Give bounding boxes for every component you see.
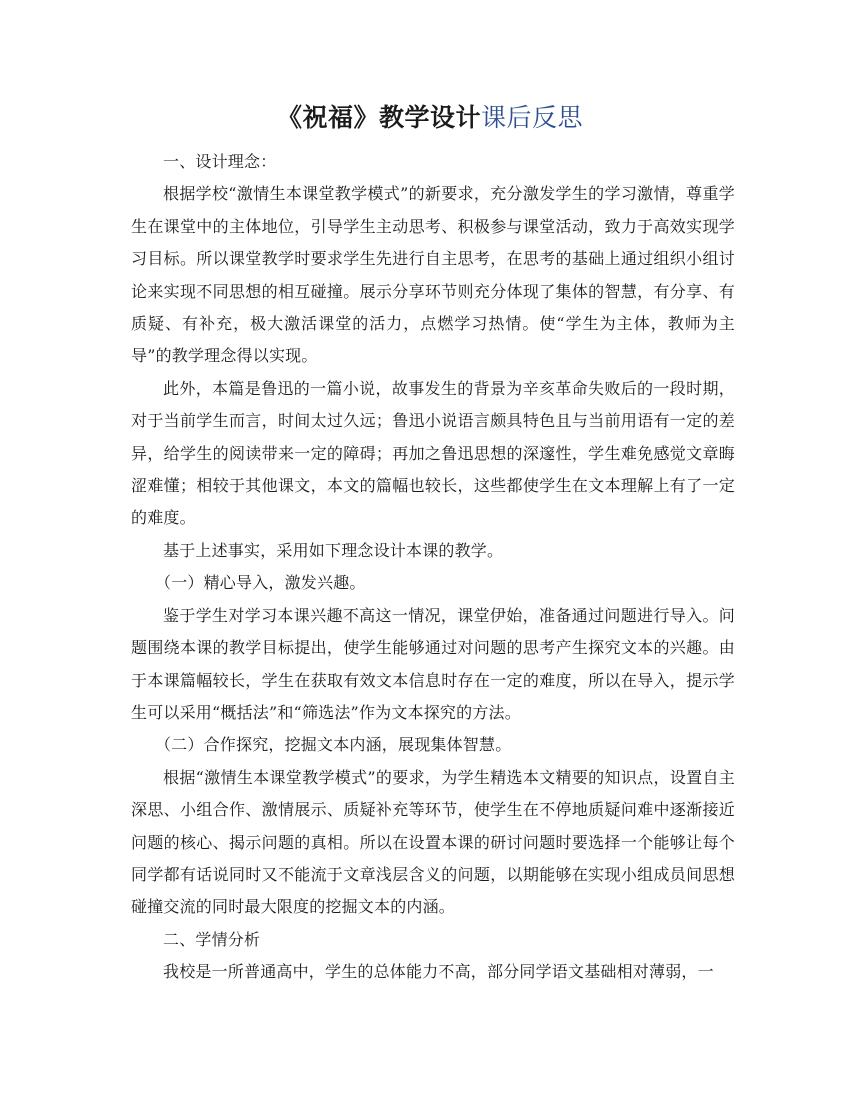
paragraph: 根据“激情生本课堂教学模式”的要求，为学生精选本文精要的知识点，设置自主深思、小组合作、激情展示、质疑补充等环节，使学生在不停地质疑问难中逐渐接近问题的核心、揭示问题的真相。所以在设置本课的研讨问题时要选择一个能够让每个同学都有话说同时又不能流于文章浅层含义的问题，以期能够在实现小组成员间思想碰撞交流的同时最大限度的挖掘文本的内涵。 — [131, 767, 735, 917]
paragraph: 根据学校“激情生本课堂教学模式”的新要求，充分激发学生的学习激情，尊重学生在课堂中的主体地位，引导学生主动思考、积极参与课堂活动，致力于高效实现学习目标。所以课堂教学时要求学生先进行自主思考，在思考的基础上通过组织小组讨论来实现不同思想的相互碰撞。展示分享环节则充分体现了集体的智慧，有分享、有质疑、有补充，极大激活课堂的活力，点燃学习热情。使“学生为主体，教师为主导”的教学理念得以实现。 — [131, 184, 735, 366]
section-heading-design-concept: 一、设计理念： — [163, 152, 277, 171]
title-accent: 课后反思 — [481, 103, 584, 132]
page-title — [0, 100, 860, 136]
paragraph: 基于上述事实，采用如下理念设计本课的教学。 — [163, 540, 504, 560]
document-body — [131, 146, 735, 989]
paragraph: 鉴于学生对学习本课兴趣不高这一情况，课堂伊始，准备通过问题进行导入。问题围绕本课的教学目标提出，使学生能够通过对问题的思考产生探究文本的兴趣。由于本课篇幅较长，学生在获取有效文本信息时存在一定的难度，所以在导入，提示学生可以采用“概括法”和“筛选法”作为文本探究的方法。 — [131, 605, 735, 722]
paragraph: 此外，本篇是鲁迅的一篇小说，故事发生的背景为辛亥革命失败后的一段时期，对于当前学生而言，时间太过久远；鲁迅小说语言颇具特色且与当前用语有一定的差异，给学生的阅读带来一定的障碍；再加之鲁迅思想的深邃性，学生难免感觉文章晦涩难懂；相较于其他课文，本文的篇幅也较长，这些都使学生在文本理解上有了一定的难度。 — [131, 378, 735, 528]
subheading-introduction: （一）精心导入，激发兴趣。 — [155, 573, 366, 593]
title-main: 《祝福》教学设计 — [276, 103, 481, 132]
section-heading-student-analysis: 二、学情分析 — [163, 929, 261, 949]
paragraph: 我校是一所普通高中，学生的总体能力不高，部分同学语文基础相对薄弱，一 — [163, 962, 714, 982]
subheading-cooperative-inquiry: （二）合作探究，挖掘文本内涵，展现集体智慧。 — [155, 735, 512, 755]
